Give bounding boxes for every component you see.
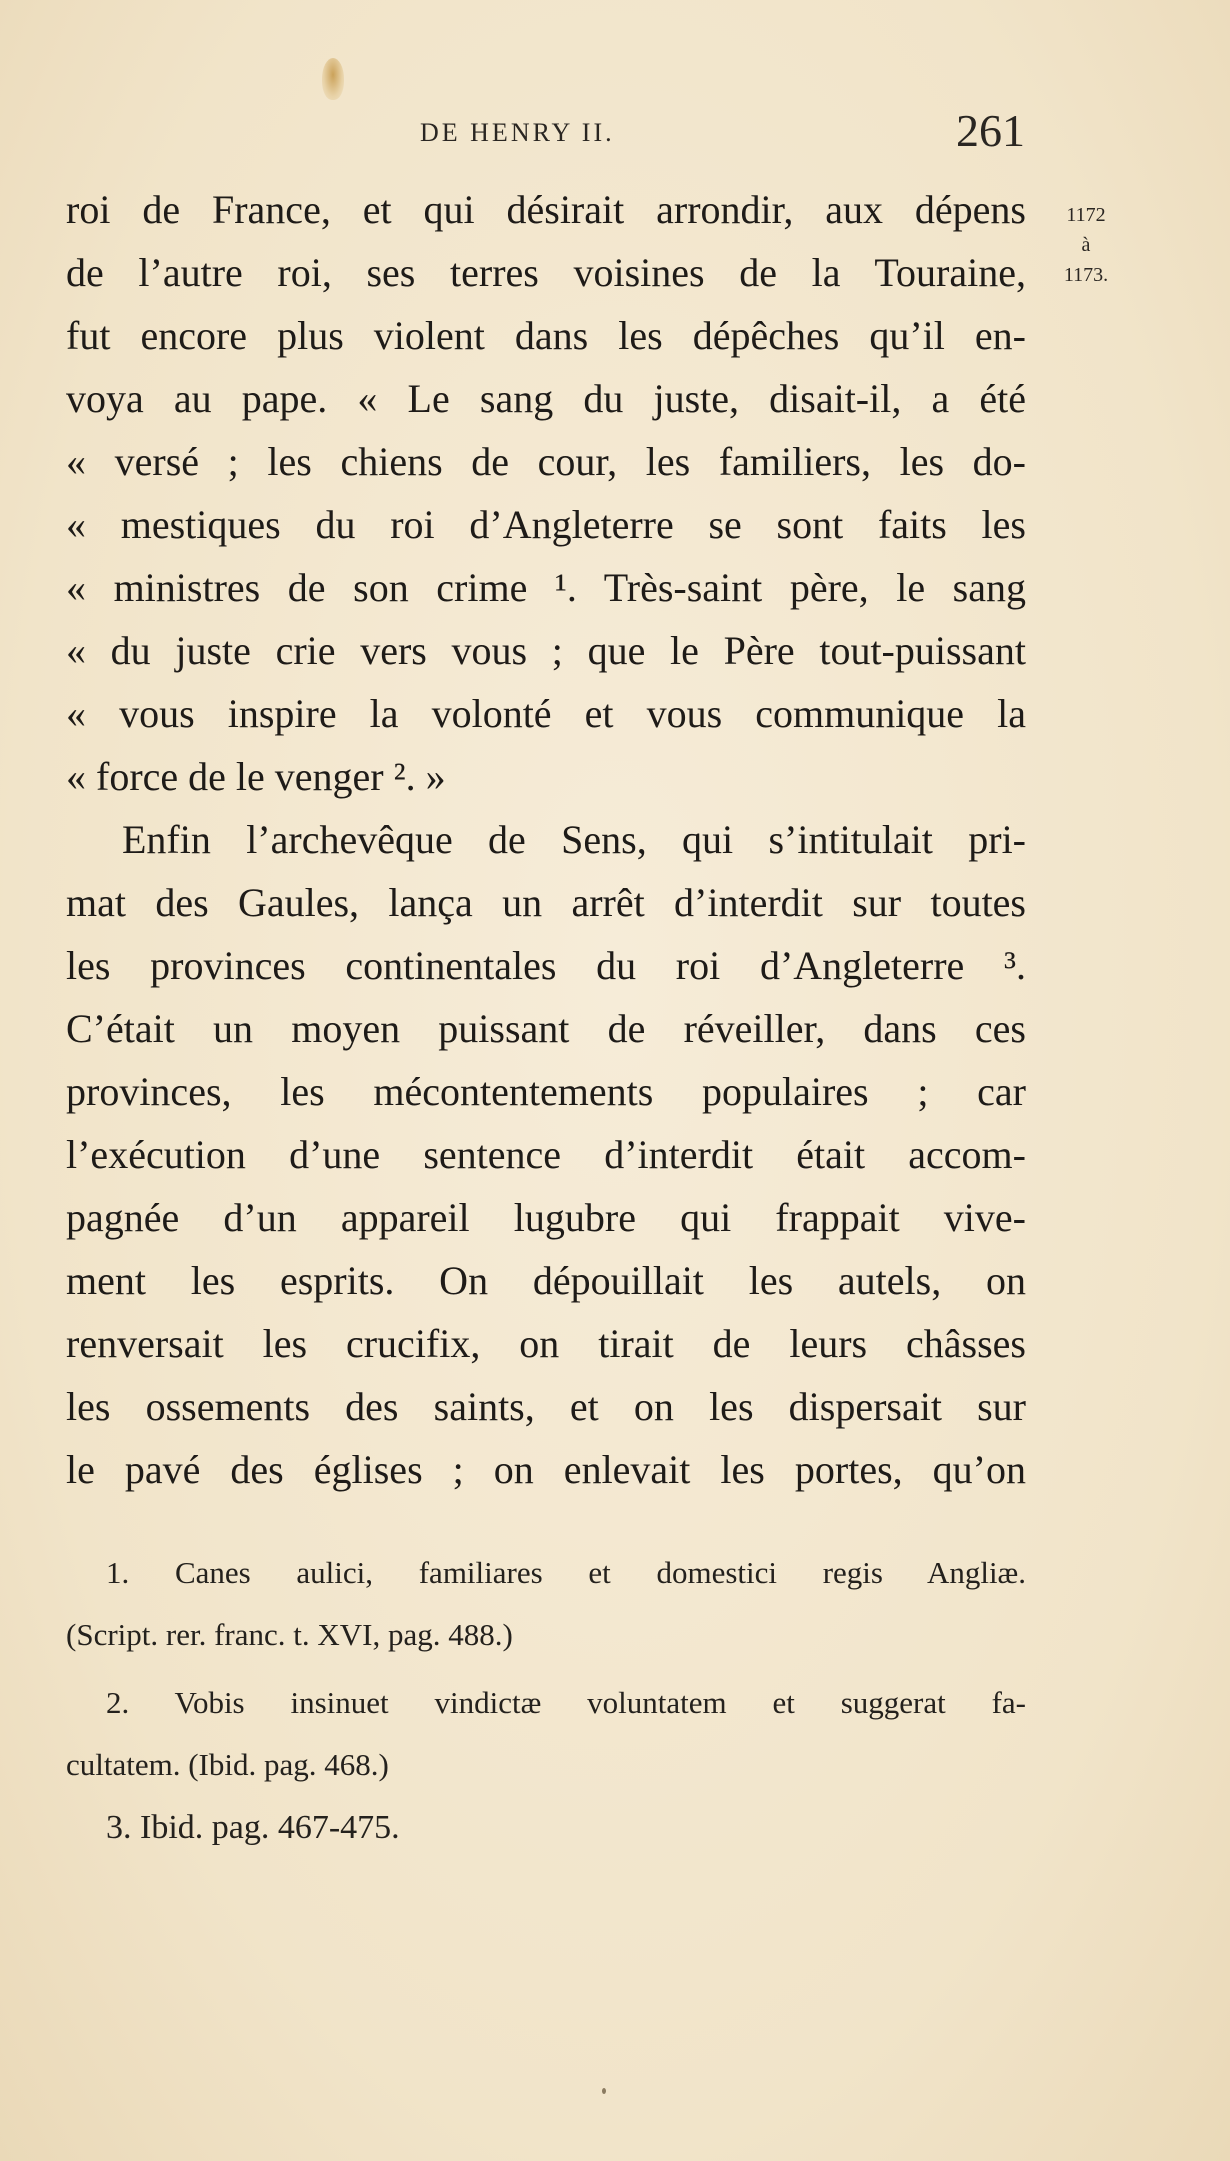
text-line: les provinces continentales du roi d’Angleterre ³. — [66, 943, 1026, 988]
text-line: les ossements des saints, et on les dispersait sur — [66, 1384, 1026, 1429]
text-line: « ministres de son crime ¹. Très-saint père, le sang — [66, 565, 1026, 610]
body-text — [66, 178, 1026, 1501]
text-line: « du juste crie vers vous ; que le Père tout-puissant — [66, 628, 1026, 673]
paper-speck — [602, 2088, 606, 2094]
text-line: « force de le venger ². » — [66, 754, 446, 799]
ink-stain — [322, 58, 344, 100]
text-line: voya au pape. « Le sang du juste, disait-il, a été — [66, 376, 1026, 421]
margin-note-line: 1173. — [1063, 264, 1109, 286]
footnote-2: 2. Vobis insinuet vindictæ voluntatem et suggerat fa- — [106, 1685, 1026, 1720]
text-line: provinces, les mécontentements populaires ; car — [66, 1069, 1026, 1114]
text-line: ment les esprits. On dépouillait les autels, on — [66, 1258, 1026, 1303]
footnote-2-continued: cultatem. (Ibid. pag. 468.) — [66, 1747, 389, 1782]
text-line: mat des Gaules, lança un arrêt d’interdit sur toutes — [66, 880, 1026, 925]
text-line: renversait les crucifix, on tirait de leurs châsses — [66, 1321, 1026, 1366]
running-head: DE HENRY II. — [420, 118, 615, 147]
text-line: fut encore plus violent dans les dépêches qu’il en- — [66, 313, 1026, 358]
text-line: pagnée d’un appareil lugubre qui frappait vive- — [66, 1195, 1026, 1240]
text-line: « mestiques du roi d’Angleterre se sont faits les — [66, 502, 1026, 547]
text-line: roi de France, et qui désirait arrondir, aux dépens — [66, 187, 1026, 232]
paragraph-start: Enfin l’archevêque de Sens, qui s’intitulait pri- — [122, 817, 1026, 862]
text-line: de l’autre roi, ses terres voisines de la Touraine, — [66, 250, 1026, 295]
margin-date-note — [1036, 200, 1136, 290]
margin-note-line: 1172 — [1066, 204, 1106, 226]
margin-note-line: à — [1081, 234, 1091, 256]
text-line: l’exécution d’une sentence d’interdit était accom- — [66, 1132, 1026, 1177]
text-line: « versé ; les chiens de cour, les familiers, les do- — [66, 439, 1026, 484]
footnote-3: 3. Ibid. pag. 467-475. — [106, 1809, 400, 1846]
text-line: le pavé des églises ; on enlevait les portes, qu’on — [66, 1447, 1026, 1492]
footnote-1: 1. Canes aulici, familiares et domestici regis Angliæ. — [106, 1555, 1026, 1590]
page-number: 261 — [956, 105, 1025, 156]
footnote-1-continued: (Script. rer. franc. t. XVI, pag. 488.) — [66, 1617, 513, 1652]
text-line: « vous inspire la volonté et vous communique la — [66, 691, 1026, 736]
text-line: C’était un moyen puissant de réveiller, dans ces — [66, 1006, 1026, 1051]
